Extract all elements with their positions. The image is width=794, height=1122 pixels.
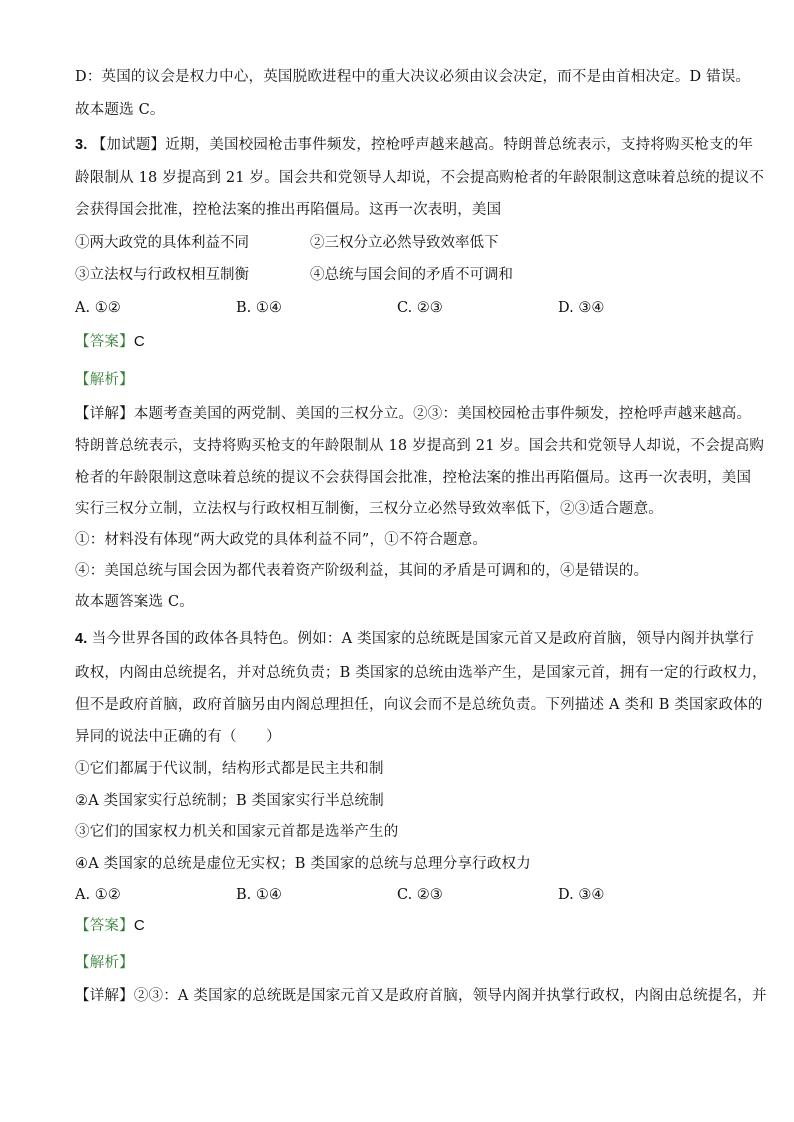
q3-stem-line-1 bbox=[75, 136, 753, 154]
q4-choice-d: D. ③④ bbox=[558, 887, 605, 903]
q4-answer-tag: 【答案】 bbox=[75, 918, 134, 934]
q3-text-1: 【加试题】近期，美国校园枪击事件频发，控枪呼声越来越高。特朗普总统表示，支持将购买枪支的年 bbox=[91, 137, 754, 153]
q3-answer-value: C bbox=[133, 333, 145, 350]
q3-statement-1: ①两大政党的具体利益不同 bbox=[75, 235, 249, 251]
q4-number: 4. bbox=[75, 631, 92, 647]
q3-detail-tag: 【详解】 bbox=[75, 406, 134, 422]
q3-analysis-tag: 【解析】 bbox=[75, 372, 134, 388]
q3-detail-line-2: 特朗普总统表示，支持将购买枪支的年龄限制从 18 岁提高到 21 岁。国会共和党领导人却说，不会提高购 bbox=[75, 438, 765, 454]
q4-text-1: 当今世界各国的政体各具特色。例如：A 类国家的总统既是国家元首又是政府首脑，领导内阁并执掌行 bbox=[91, 631, 755, 647]
q3-statement-3: ③立法权与行政权相互制衡 bbox=[75, 267, 249, 283]
q4-choice-a: A. ①② bbox=[75, 887, 121, 903]
q3-number: 3. bbox=[75, 137, 92, 153]
prev-conclusion: 故本题选 C。 bbox=[75, 102, 165, 118]
q4-choice-c: C. ②③ bbox=[397, 887, 443, 903]
q3-answer bbox=[75, 333, 145, 351]
q3-choice-a: A. ①② bbox=[75, 300, 121, 316]
q4-choice-b: B. ①④ bbox=[236, 887, 282, 903]
q4-answer bbox=[75, 917, 145, 935]
q4-stem-line-3: 但不是政府首脑，政府首脑另由内阁总理担任，向议会而不是总统负责。下列描述 A 类和 B 类国家政体的 bbox=[75, 697, 763, 713]
q4-stem-line-1 bbox=[75, 630, 754, 648]
prev-analysis-d: D：英国的议会是权力中心，英国脱欧进程中的重大决议必须由议会决定，而不是由首相决定。D 错误。 bbox=[75, 69, 751, 85]
q3-statement-4: ④总统与国会间的矛盾不可调和 bbox=[310, 267, 513, 283]
q3-choice-d: D. ③④ bbox=[558, 300, 605, 316]
q3-detail-text-1: 本题考查美国的两党制、美国的三权分立。②③：美国校园枪击事件频发，控枪呼声越来越高。 bbox=[133, 406, 752, 422]
q3-detail-line-4: 实行三权分立制，立法权与行政权相互制衡，三权分立必然导致效率低下，②③适合题意。 bbox=[75, 501, 663, 517]
q3-detail-line-5: ①：材料没有体现“两大政党的具体利益不同”，①不符合题意。 bbox=[75, 532, 488, 548]
q4-stem-line-2: 政权，内阁由总统提名，并对总统负责；B 类国家的总统由选举产生，是国家元首，拥有一定的行政权力， bbox=[75, 665, 767, 681]
q4-detail-tag: 【详解】 bbox=[75, 988, 134, 1004]
q3-choice-c: C. ②③ bbox=[397, 300, 443, 316]
q4-statement-3: ③它们的国家权力机关和国家元首都是选举产生的 bbox=[75, 824, 399, 840]
q4-statement-4: ④A 类国家的总统是虚位无实权；B 类国家的总统与总理分享行政权力 bbox=[75, 856, 531, 872]
q4-analysis-tag: 【解析】 bbox=[75, 955, 134, 971]
q3-choice-b: B. ①④ bbox=[236, 300, 282, 316]
q4-detail-text-1: ②③：A 类国家的总统既是国家元首又是政府首脑，领导内阁并执掌行政权，内阁由总统提名，并 bbox=[133, 988, 767, 1004]
q3-detail-line-6: ④：美国总统与国会因为都代表着资产阶级利益，其间的矛盾是可调和的，④是错误的。 bbox=[75, 563, 649, 579]
q4-detail-line-1 bbox=[75, 987, 767, 1005]
q3-statement-2: ②三权分立必然导致效率低下 bbox=[310, 235, 499, 251]
q3-detail-line-3: 枪者的年龄限制这意味着总统的提议不会获得国会批准，控枪法案的推出再陷僵局。这再一次表明，美国 bbox=[75, 470, 752, 486]
q4-stem-line-4: 异同的说法中正确的有（ ） bbox=[75, 729, 281, 745]
q3-detail-line-1 bbox=[75, 405, 751, 423]
q3-conclusion: 故本题答案选 C。 bbox=[75, 594, 195, 610]
q3-answer-tag: 【答案】 bbox=[75, 334, 134, 350]
q3-stem-line-2: 龄限制从 18 岁提高到 21 岁。国会共和党领导人却说，不会提高购枪者的年龄限制这意味着总统的提议不 bbox=[75, 170, 765, 186]
q4-statement-1: ①它们都属于代议制，结构形式都是民主共和制 bbox=[75, 761, 384, 777]
q4-statement-2: ②A 类国家实行总统制；B 类国家实行半总统制 bbox=[75, 793, 384, 809]
q4-answer-value: C bbox=[133, 917, 145, 934]
q3-stem-line-3: 会获得国会批准，控枪法案的推出再陷僵局。这再一次表明，美国 bbox=[75, 202, 502, 218]
